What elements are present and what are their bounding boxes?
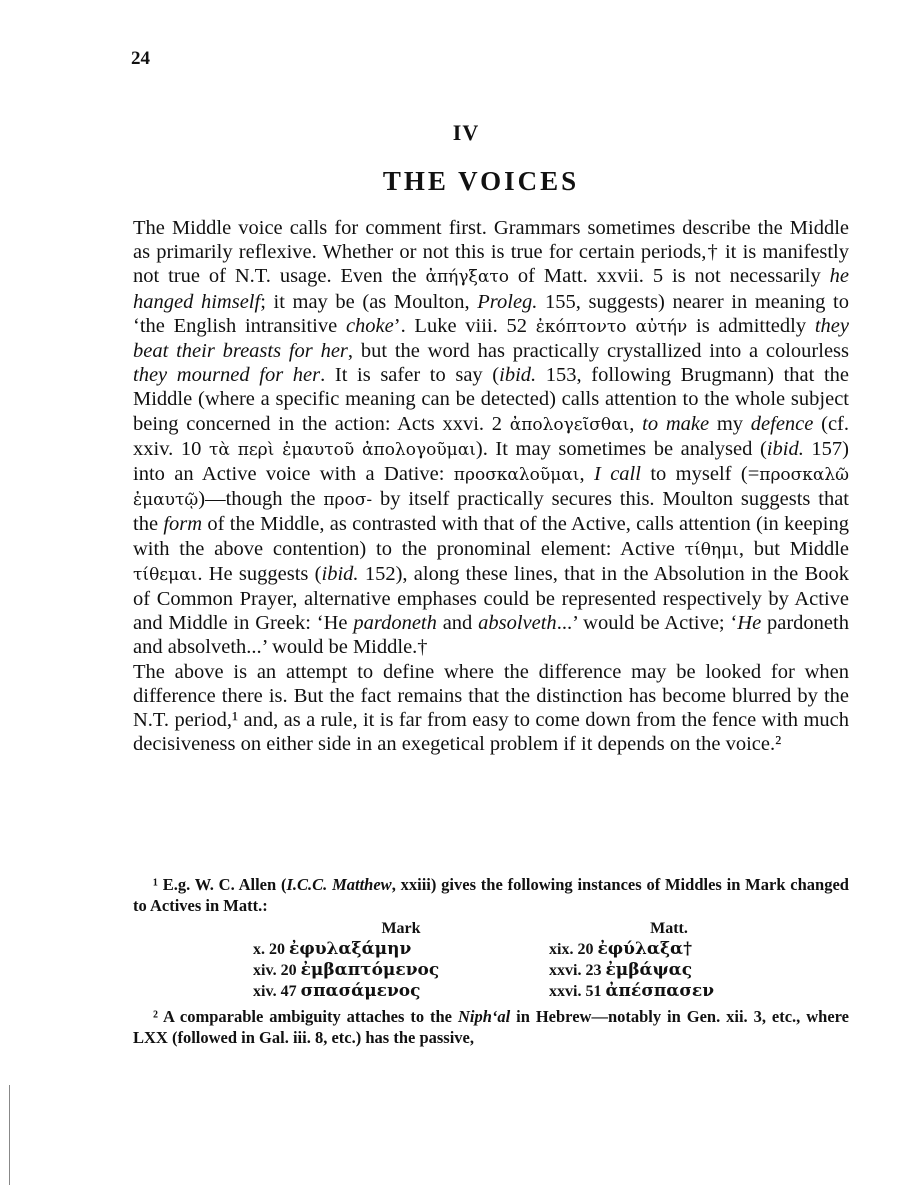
- text-run: , but Middle: [738, 537, 849, 560]
- greek-term: ἀπολογεῖσθαι: [509, 414, 630, 435]
- text-run: ’. Luke viii. 52: [393, 314, 536, 337]
- footnote-1-text: ¹ E.g. W. C. Allen (: [153, 875, 287, 894]
- italic-phrase: choke: [345, 314, 394, 337]
- table-row: [253, 939, 789, 960]
- verse-reference: x. 20: [253, 941, 285, 958]
- italic-phrase: defence: [750, 412, 814, 435]
- italic-phrase: ibid.: [499, 364, 537, 387]
- greek-term: προσ-: [323, 490, 373, 511]
- text-run: 155, suggests) nearer in meaning to ‘the English intransitive: [133, 290, 849, 337]
- text-run: 152), along these lines, that in the Absolution in the Book of Common Prayer, alternative emphases could be represented respectively by Active and Middle in Greek: ‘He: [133, 562, 849, 635]
- text-run: )—though the: [198, 488, 324, 511]
- greek-form: ἀπέσπασεν: [605, 981, 715, 1001]
- matt-entry: [549, 939, 789, 960]
- greek-term: τίθεμαι: [133, 564, 198, 585]
- text-run: . He suggests (: [197, 562, 322, 585]
- verse-reference: xxvi. 51: [549, 983, 602, 1000]
- text-run: is admittedly: [687, 314, 815, 337]
- text-run: ,: [579, 463, 594, 486]
- greek-form: ἐμβαπτόμενος: [300, 960, 440, 980]
- greek-form: ἐμβάψας: [605, 960, 693, 980]
- text-run: ; it may be (as Moulton,: [260, 290, 478, 313]
- footnote-1-citation: I.C.C. Matthew: [286, 875, 392, 894]
- text-run: , but the word has practically crystallized into a colourless: [347, 340, 850, 363]
- page-number: 24: [131, 48, 150, 69]
- greek-term: ἀπήγξατο: [425, 267, 509, 288]
- italic-phrase: form: [163, 513, 203, 536]
- greek-term: τὰ περὶ ἐμαυτοῦ ἀπολογοῦμαι: [208, 439, 476, 460]
- greek-form: ἐφύλαξα†: [597, 939, 693, 959]
- margin-rule: [9, 1085, 10, 1185]
- verse-reference: xiv. 47: [253, 983, 297, 1000]
- mark-entry: [253, 981, 549, 1002]
- text-run: ...’ would be Active; ‘: [556, 612, 738, 635]
- italic-phrase: pardoneth: [353, 612, 437, 635]
- text-run: of Matt. xxvii. 5 is not necessarily: [509, 265, 830, 288]
- text-run: pardoneth and absolveth...’ would be Middle.†: [133, 612, 849, 659]
- italic-phrase: they mourned for her: [133, 364, 321, 387]
- text-run: 153, following Brugmann) that the Middle (where a specific meaning can be detected) calls attention to the whole subject being concerned in the action: Acts xxvi. 2: [133, 364, 850, 435]
- body-text: [133, 216, 849, 756]
- greek-term: τίθημι: [684, 539, 739, 560]
- footnote-2: [133, 1006, 849, 1048]
- footnote-2-text: ² A comparable ambiguity attaches to the: [153, 1007, 458, 1026]
- text-run: . It is safer to say (: [320, 364, 500, 387]
- italic-phrase: absolveth: [478, 612, 557, 635]
- italic-phrase: they beat their breasts for her: [133, 314, 849, 363]
- greek-term: προσκαλῶ ἐμαυτῷ: [133, 465, 850, 511]
- paragraph-1: [133, 216, 849, 660]
- italic-phrase: ibid.: [766, 437, 804, 460]
- text-run: by itself practically secures this. Moulton suggests that the: [133, 488, 850, 536]
- mark-entry: [253, 939, 549, 960]
- greek-form: σπασάμενος: [300, 981, 421, 1001]
- verse-reference: xxvi. 23: [549, 962, 602, 979]
- text-run: ,: [629, 412, 643, 435]
- text-run: (cf. xxiv. 10: [133, 412, 849, 460]
- text-run: my: [709, 412, 751, 435]
- text-run: 157) into an Active voice with a Dative:: [133, 437, 849, 486]
- matt-entry: [549, 960, 789, 981]
- italic-phrase: he hanged himself: [133, 265, 849, 313]
- greek-form: ἐφυλαξάμην: [289, 939, 412, 959]
- text-run: to myself (=: [640, 463, 760, 486]
- text-run: of the Middle, as contrasted with that of the Active, calls attention (in keeping with the above contention) to the pronominal element: Active: [133, 513, 849, 560]
- chapter-number: IV: [452, 120, 480, 145]
- footnote-1: [133, 874, 849, 916]
- italic-phrase: ibid.: [321, 562, 359, 585]
- footnotes: [133, 874, 849, 1048]
- greek-term: προσκαλοῦμαι: [453, 465, 580, 486]
- text-run: and: [436, 612, 479, 635]
- italic-phrase: Proleg.: [477, 290, 538, 313]
- chapter-title: THE VOICES: [382, 166, 580, 196]
- text-run: The Middle voice calls for comment first. Grammars sometimes describe the Middle as primarily reflexive. Whether or not this is true for certain periods,† it is manifestly not true of N.T. usage. Even the: [133, 217, 849, 288]
- instances-table: [253, 919, 789, 1002]
- italic-phrase: I call: [593, 463, 641, 486]
- footnote-2-text-cont: in Hebrew—notably in Gen. xii. 3, etc., where LXX (followed in Gal. iii. 8, etc.) has the passive,: [133, 1007, 849, 1047]
- table-row: [253, 960, 789, 981]
- table-row: [253, 981, 789, 1002]
- column-header-matt: Matt.: [650, 920, 688, 937]
- italic-phrase: to make: [642, 412, 710, 435]
- verse-reference: xix. 20: [549, 941, 594, 958]
- italic-phrase: He: [737, 612, 762, 635]
- mark-entry: [253, 960, 549, 981]
- verse-reference: xiv. 20: [253, 962, 297, 979]
- column-header-mark: Mark: [381, 920, 421, 937]
- greek-term: ἐκόπτοντο αὐτήν: [535, 316, 688, 337]
- paragraph-2: The above is an attempt to define where the difference may be looked for when difference there is. But the fact remains that the distinction has become blurred by the N.T. period,¹ and, as a rule, it is far from easy to come down from the fence with much decisiveness on either side in an exegetical problem if it depends on the voice.²: [133, 660, 849, 756]
- footnote-1-text-cont: , xxiii) gives the following instances of Middles in Mark changed to Actives in Matt.:: [133, 875, 849, 915]
- text-run: ). It may sometimes be analysed (: [475, 437, 767, 460]
- matt-entry: [549, 981, 789, 1002]
- footnote-2-term: Niph‘al: [457, 1007, 511, 1026]
